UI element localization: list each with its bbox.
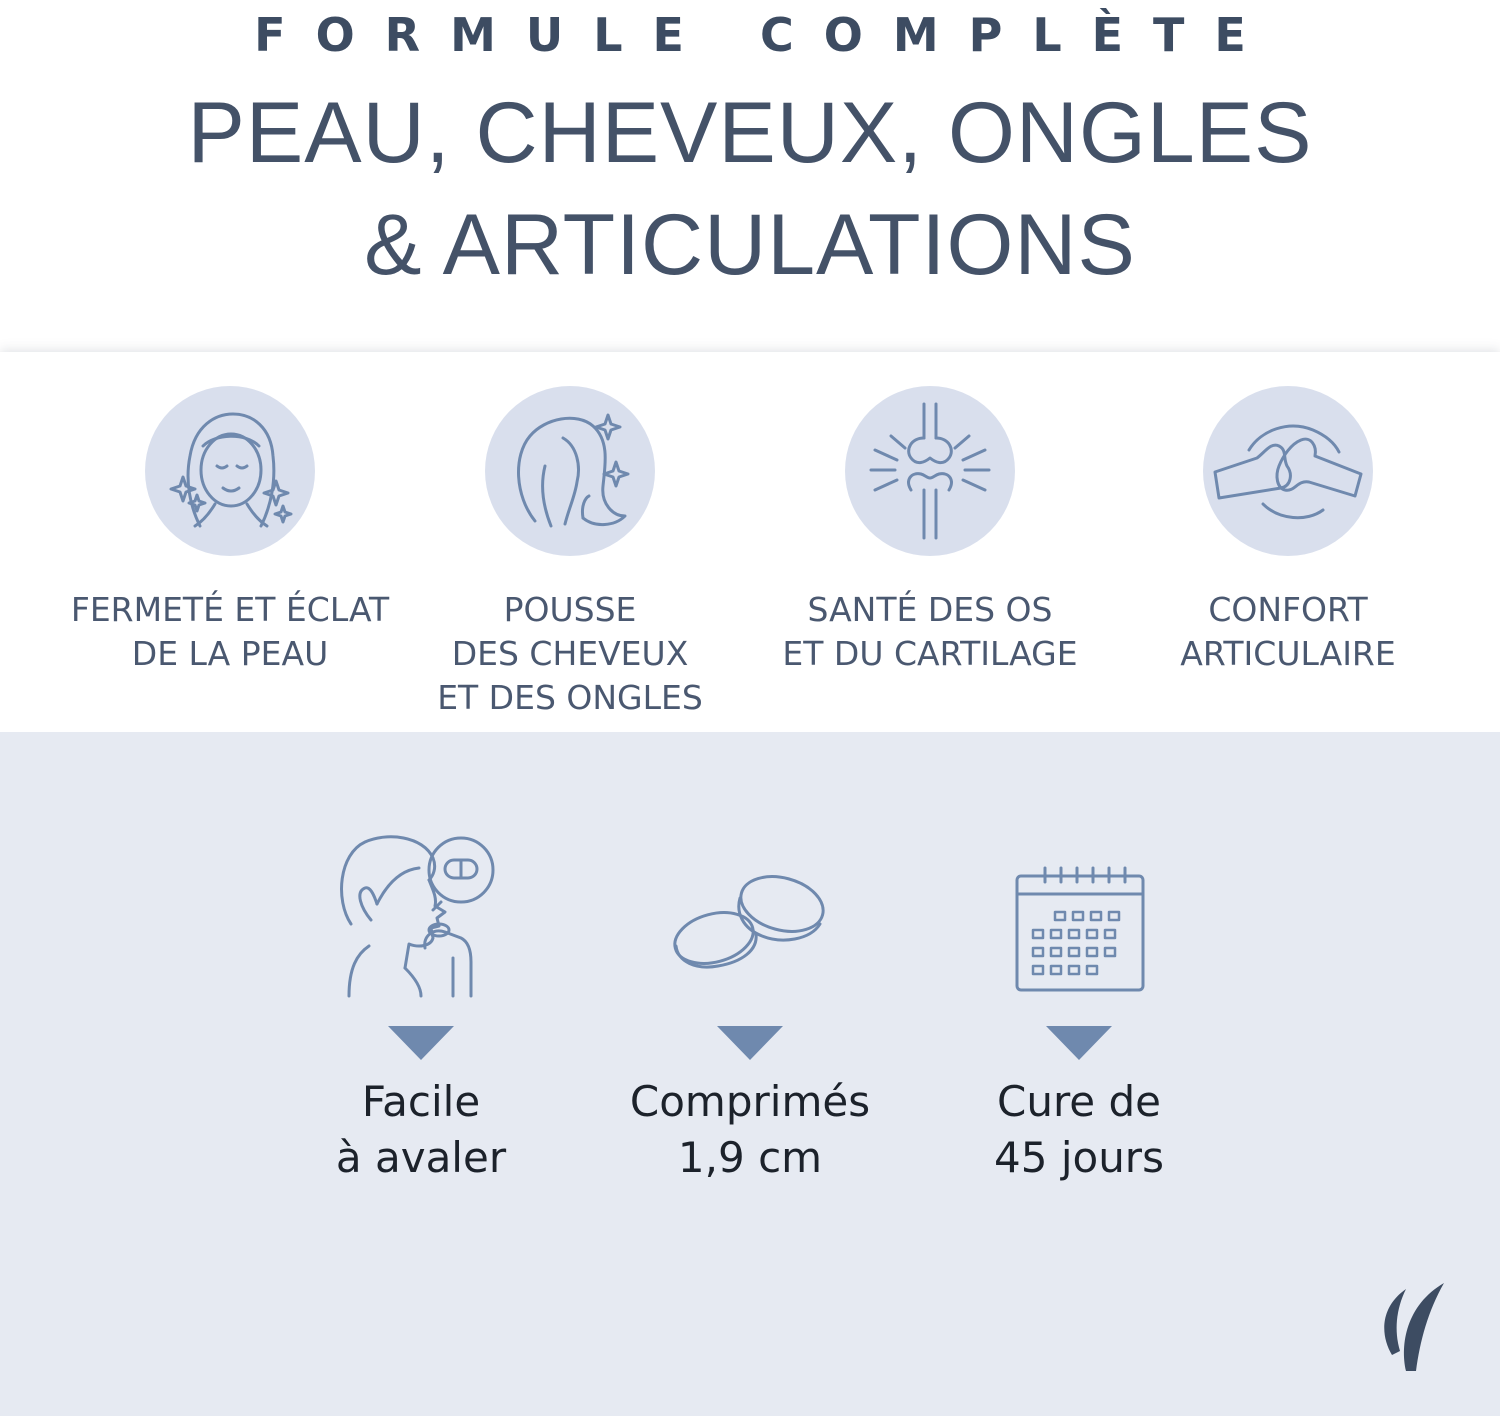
down-arrow-icon	[388, 1026, 454, 1060]
eyebrow-title: FORMULE COMPLÈTE	[254, 8, 1276, 62]
down-arrow-icon	[1046, 1026, 1112, 1060]
features-section	[0, 732, 1500, 1416]
benefit-icon-circle	[845, 386, 1015, 556]
headline-line-2: & ARTICULATIONS	[364, 197, 1136, 293]
benefit-icon-circle	[1203, 386, 1373, 556]
benefits-band	[0, 352, 1500, 732]
face-sparkle-icon	[145, 386, 315, 556]
tablets-icon	[650, 828, 850, 1008]
feature-cure	[929, 732, 1229, 1192]
headline-line-1: PEAU, CHEVEUX, ONGLES	[187, 85, 1313, 181]
feature-tablets	[600, 732, 900, 1192]
feature-text: Cure de 45 jours	[994, 1077, 1164, 1182]
feature-text: Comprimés 1,9 cm	[629, 1077, 871, 1182]
benefit-label: FERMETÉ ET ÉCLAT DE LA PEAU	[70, 590, 390, 673]
hair-profile-icon	[485, 386, 655, 556]
benefit-label: CONFORT ARTICULAIRE	[1180, 590, 1396, 673]
benefit-joints	[1108, 352, 1468, 732]
benefit-label: SANTÉ DES OS ET DU CARTILAGE	[782, 590, 1078, 673]
bone-joint-icon	[845, 386, 1015, 556]
benefit-bones	[750, 352, 1110, 732]
benefit-icon-circle	[145, 386, 315, 556]
benefit-hair-nails	[390, 352, 750, 732]
header-section	[0, 0, 1500, 352]
feature-easy-swallow	[271, 732, 571, 1192]
benefit-skin	[50, 352, 410, 732]
brand-leaf-logo	[1366, 1275, 1448, 1375]
calendar-icon	[979, 828, 1179, 1008]
benefit-icon-circle	[485, 386, 655, 556]
feature-text: Facile à avaler	[335, 1077, 507, 1182]
person-swallow-pill-icon	[321, 828, 521, 1008]
down-arrow-icon	[717, 1026, 783, 1060]
benefit-label: POUSSE DES CHEVEUX ET DES ONGLES	[437, 590, 703, 717]
joint-comfort-icon	[1203, 386, 1373, 556]
